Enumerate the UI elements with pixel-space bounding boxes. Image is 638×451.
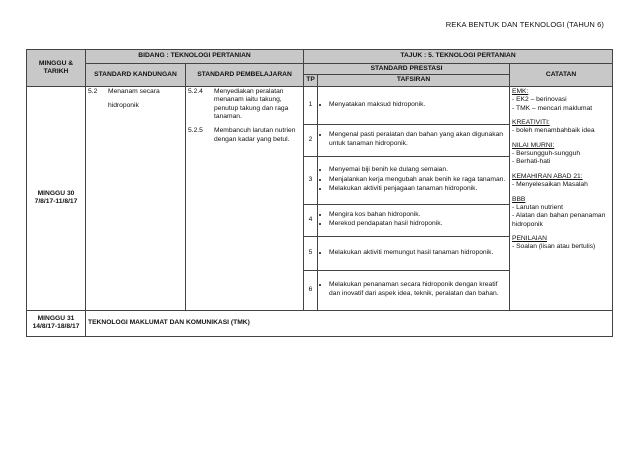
week30-cell [27, 86, 86, 310]
nilai-title: NILAI MURNI: [512, 141, 555, 149]
col-minggu-header: MINGGU & TARIKH [27, 50, 86, 87]
week31-topic: TEKNOLOGI MAKLUMAT DAN KOMUNIKASI (TMK) [86, 310, 613, 336]
sk-code: 5.2 [88, 87, 98, 95]
tafsiran-item: • Melakukan aktiviti penjagaan tanaman hidroponik. [329, 185, 507, 193]
week30-label: MINGGU 30 [37, 189, 75, 197]
bidang-header: BIDANG : TEKNOLOGI PERTANIAN [86, 50, 304, 64]
tafsiran-item: • Melakukan penanaman secara hidroponik dengan kreatif dan inovatif dari aspek idea, teknik, peralatan dan bahan. [329, 281, 507, 298]
bbb-item: - Larutan nutrient [512, 203, 563, 211]
bbb-title: BBB [512, 195, 526, 203]
emk-item: - EK2 – berinovasi [512, 96, 567, 104]
tafsiran-item: • Mengira kos bahan hidroponik. [329, 211, 507, 219]
week31-label: MINGGU 31 [37, 314, 75, 322]
bbb-item: - Alatan dan bahan penanaman hidroponik [512, 212, 606, 228]
tafsiran-cell [318, 124, 510, 156]
col-tafsiran-header: TAFSIRAN [318, 75, 510, 86]
tp-number: 4 [304, 204, 318, 236]
tafsiran-cell [318, 86, 510, 124]
col-sp-header: STANDARD PEMBELAJARAN [186, 64, 304, 87]
col-tp-header: TP [304, 75, 318, 86]
lesson-plan-table [26, 49, 613, 337]
tafsiran-cell [318, 156, 510, 204]
emk-item: - TMK – mencari maklumat [512, 104, 593, 112]
sk-text: Menanam secara [108, 87, 160, 95]
tafsiran-cell [318, 204, 510, 236]
tafsiran-item: • Menyatakan maksud hidroponik. [329, 101, 507, 109]
abad-title: KEMAHIRAN ABAD 21: [512, 172, 583, 180]
page-header-title: REKA BENTUK DAN TEKNOLOGI (TAHUN 6) [445, 20, 604, 29]
catatan-cell [510, 86, 613, 310]
tp-number: 3 [304, 156, 318, 204]
sp2-code: 5.2.5 [188, 127, 203, 135]
tajuk-header: TAJUK : 5. TEKNOLOGI PERTANIAN [304, 50, 613, 64]
emk-title: EMK: [512, 87, 529, 95]
col-sk-header: STANDARD KANDUNGAN [86, 64, 186, 87]
tp-number: 2 [304, 124, 318, 156]
sp1-text: Menyediakan peralatan menanam iaitu takung, penutup takung dan raga tanaman. [214, 87, 289, 120]
sp1-code: 5.2.4 [188, 87, 203, 95]
tafsiran-item: • Menjalankan kerja mengubah anak benih ke raga tanaman. [329, 176, 507, 184]
penilaian-title: PENILAIAN [512, 235, 547, 242]
col-catatan-header: CATATAN [510, 64, 613, 87]
penilaian-item: - Soalan (lisan atau bertulis) [512, 243, 596, 251]
tafsiran-item: • Merekod pendapatan hasil hidroponik. [329, 220, 507, 228]
sk-text-2: hidroponik [108, 102, 139, 110]
week30-dates: 7/8/17-11/8/17 [34, 198, 78, 206]
tp-number: 1 [304, 86, 318, 124]
tp-number: 5 [304, 236, 318, 270]
week30-sk-cell [86, 86, 186, 310]
tafsiran-item: • Melakukan aktiviti memungut hasil tanaman hidroponik. [329, 249, 507, 257]
week31-dates: 14/8/17-18/8/17 [32, 323, 80, 331]
nilai-item: - Berhati-hati [512, 158, 551, 166]
week31-cell [27, 310, 86, 336]
col-sprest-header: STANDARD PRESTASI [304, 64, 510, 75]
tafsiran-cell [318, 236, 510, 270]
abad-item: - Menyelesaikan Masalah [512, 181, 588, 189]
tafsiran-item: • Menyemai biji benih ke dulang semaian. [329, 166, 507, 174]
sp2-text: Membancuh larutan nutrien dengan kadar yang betul. [214, 127, 296, 143]
week30-sp-cell [186, 86, 304, 310]
tp-number: 6 [304, 270, 318, 310]
kreativiti-item: - boleh menambahbaik idea [512, 127, 595, 135]
tafsiran-item: • Mengenal pasti peralatan dan bahan yang akan digunakan untuk tanaman hidroponik. [329, 131, 507, 148]
tafsiran-cell [318, 270, 510, 310]
nilai-item: - Bersungguh-sungguh [512, 150, 581, 157]
kreativiti-title: KREATIVITI: [512, 118, 550, 126]
